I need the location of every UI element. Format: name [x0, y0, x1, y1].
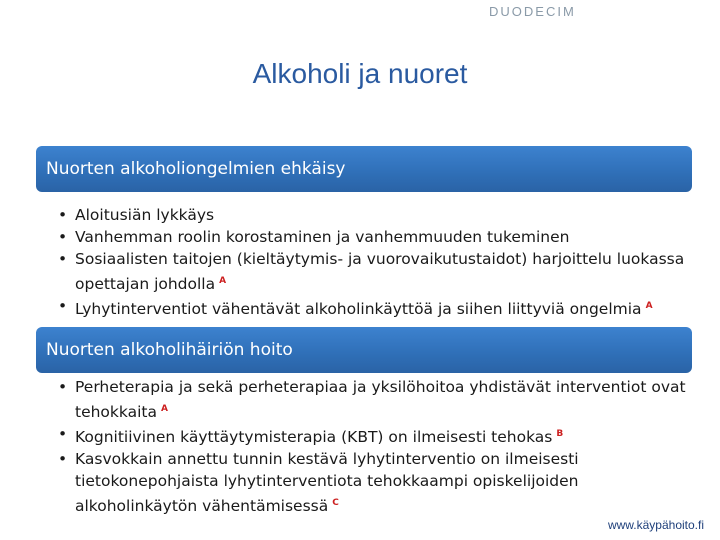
list-item-text: Aloitusiän lykkäys [75, 206, 215, 224]
slide-title: Alkoholi ja nuoret [252, 58, 468, 89]
bullet-icon: • [58, 228, 68, 246]
list-item [58, 448, 698, 517]
list-item [58, 248, 698, 295]
evidence-grade-badge: A [219, 276, 227, 286]
evidence-grade-badge: C [332, 498, 339, 508]
bullet-icon: • [58, 425, 68, 443]
bullet-icon: • [58, 378, 68, 396]
list-item [58, 204, 698, 226]
list-item-text: Perheterapia ja sekä perheterapiaa ja yksilöhoitoa yhdistävät interventiot ovat tehokkaita [75, 378, 686, 421]
bullet-icon: • [58, 206, 68, 224]
list-item-text: Lyhytinterventiot vähentävät alkoholinkäyttöä ja siihen liittyviä ongelmia [75, 300, 642, 318]
section-heading-treatment: Nuorten alkoholihäiriön hoito [36, 327, 692, 373]
list-item-text: Kognitiivinen käyttäytymisterapia (KBT) on ilmeisesti tehokas [75, 428, 553, 446]
prevention-list [58, 204, 698, 320]
list-item [58, 376, 698, 423]
list-item-text: Sosiaalisten taitojen (kieltäytymis- ja vuorovaikutustaidot) harjoittelu luokassa opettajan johdolla [75, 250, 685, 293]
bullet-icon: • [58, 450, 68, 468]
list-item [58, 295, 698, 320]
treatment-list [58, 376, 698, 517]
evidence-grade-badge: A [160, 404, 168, 414]
list-item [58, 423, 698, 448]
bullet-icon: • [58, 297, 68, 315]
evidence-grade-badge: A [645, 301, 653, 311]
bullet-icon: • [58, 250, 68, 268]
duodecim-logo: DUODECIM [489, 4, 576, 19]
list-item [58, 226, 698, 248]
list-item-text: Vanhemman roolin korostaminen ja vanhemmuuden tukeminen [75, 228, 570, 246]
website-link[interactable]: www.käypähoito.fi [607, 518, 704, 532]
evidence-grade-badge: B [556, 429, 564, 439]
section-heading-prevention: Nuorten alkoholiongelmien ehkäisy [36, 146, 692, 192]
list-item-text: Kasvokkain annettu tunnin kestävä lyhytinterventio on ilmeisesti tietokonepohjaista lyhytinterventiota tehokkaampi opiskelijoiden alkoholinkäytön vähentämisessä [75, 450, 579, 515]
